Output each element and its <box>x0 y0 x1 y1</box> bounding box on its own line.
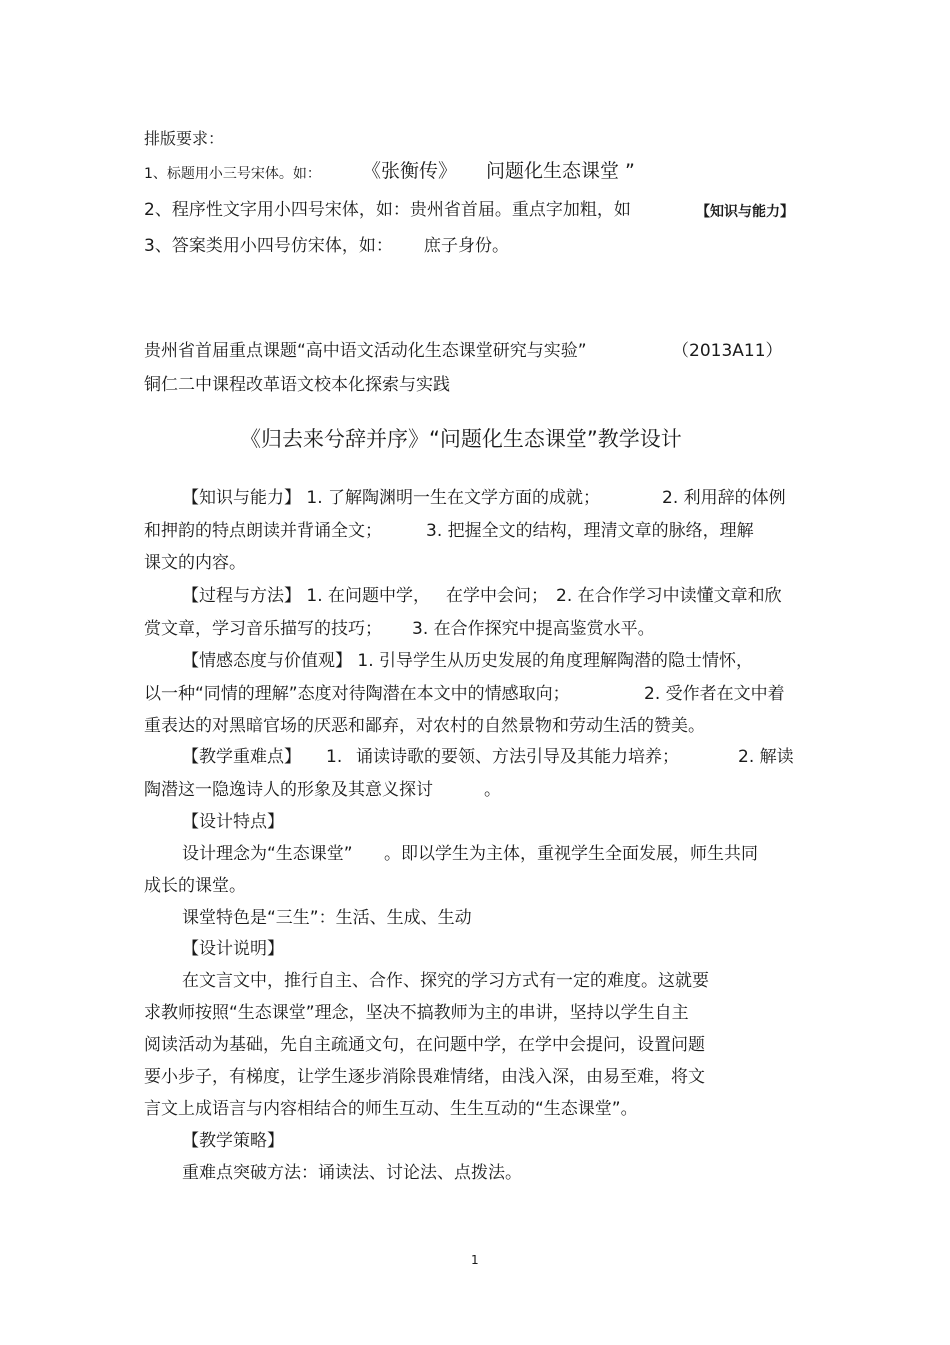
keypoints-line-1: 诵读诗歌的要领、方法引导及其能力培养； <box>356 747 679 767</box>
knowledge-line-2b: 3. 把握全文的结构，理清文章的脉络，理解 <box>426 521 754 541</box>
requirement-2-text: 2、程序性文字用小四号宋体，如：贵州省首届。重点字加粗，如 <box>144 200 631 220</box>
notes-line-1: 在文言文中，推行自主、合作、探究的学习方式有一定的难度。这就要 <box>182 971 709 991</box>
features-line-1a: 设计理念为“生态课堂” <box>182 844 353 864</box>
process-line-2a: 赏文章，学习音乐描写的技巧； <box>144 619 382 639</box>
page-number: 1 <box>471 1253 479 1267</box>
knowledge-line-3: 课文的内容。 <box>144 553 246 573</box>
keypoints-label: 【教学重难点】 <box>182 747 301 767</box>
keypoints-line-2: 陶潜这一隐逸诗人的形象及其意义探讨 <box>144 780 433 800</box>
notes-line-5: 言文上成语言与内容相结合的师生互动、生生互动的“生态课堂”。 <box>144 1099 638 1119</box>
keypoints-line-2-end: 。 <box>484 780 501 800</box>
keypoints-line-1d: 2. 解读 <box>738 747 794 767</box>
knowledge-line-1b: 2. 利用辞的体例 <box>662 488 786 508</box>
project-code: （2013A11） <box>672 341 783 361</box>
project-line-2: 铜仁二中课程改革语文校本化探索与实践 <box>144 375 450 395</box>
process-line-2b: 3. 在合作探究中提高鉴赏水平。 <box>412 619 655 639</box>
process-line-1c: 2. 在合作学习中读懂文章和欣 <box>556 586 782 606</box>
requirement-3-text: 3、答案类用小四号仿宋体，如： <box>144 236 393 256</box>
features-line-1b: 。即以学生为主体，重视学生全面发展，师生共同 <box>384 844 758 864</box>
keypoints-num-1: 1. <box>326 747 343 767</box>
requirement-1-example-b: 问题化生态课堂 ” <box>486 160 635 182</box>
requirement-1-example-a: 《张衡传》 <box>362 160 458 182</box>
strategy-heading: 【教学策略】 <box>182 1131 284 1151</box>
requirement-3-example: 庶子身份。 <box>424 236 509 256</box>
emotion-line-2b: 2. 受作者在文中着 <box>644 684 785 704</box>
requirement-1-text: 1、标题用小三号宋体。如： <box>144 166 321 182</box>
knowledge-line-2a: 和押韵的特点朗读并背诵全文； <box>144 521 382 541</box>
emotion-line-3: 重表达的对黑暗官场的厌恶和鄙弃，对农村的自然景物和劳动生活的赞美。 <box>144 716 705 736</box>
process-line-1b: 在学中会问； <box>446 586 548 606</box>
emotion-line-2a: 以一种“同情的理解”态度对待陶潜在本文中的情感取向； <box>144 684 570 704</box>
requirements-label: 排版要求： <box>144 129 225 148</box>
requirement-2-example: 【知识与能力】 <box>696 204 794 220</box>
notes-line-3: 阅读活动为基础，先自主疏通文句，在问题中学，在学中会提问，设置问题 <box>144 1035 705 1055</box>
requirement-1 <box>144 162 321 188</box>
features-heading: 【设计特点】 <box>182 812 284 832</box>
knowledge-line-1a: 【知识与能力】 1. 了解陶渊明一生在文学方面的成就； <box>182 488 601 508</box>
process-line-1a: 【过程与方法】 1. 在问题中学， <box>182 586 431 606</box>
project-line-1: 贵州省首届重点课题“高中语文活动化生态课堂研究与实验” <box>144 341 587 361</box>
emotion-line-1: 【情感态度与价值观】 1. 引导学生从历史发展的角度理解陶潜的隐士情怀， <box>182 651 754 671</box>
document-title: 《归去来兮辞并序》“问题化生态课堂”教学设计 <box>240 427 682 451</box>
features-line-3: 课堂特色是“三生”：生活、生成、生动 <box>182 908 472 928</box>
features-line-2: 成长的课堂。 <box>144 876 246 896</box>
notes-line-4: 要小步子，有梯度，让学生逐步消除畏难情绪，由浅入深，由易至难，将文 <box>144 1067 705 1087</box>
notes-heading: 【设计说明】 <box>182 939 284 959</box>
notes-line-2: 求教师按照“生态课堂”理念，坚决不搞教师为主的串讲，坚持以学生自主 <box>144 1003 689 1023</box>
strategy-line-1: 重难点突破方法：诵读法、讨论法、点拨法。 <box>182 1163 522 1183</box>
